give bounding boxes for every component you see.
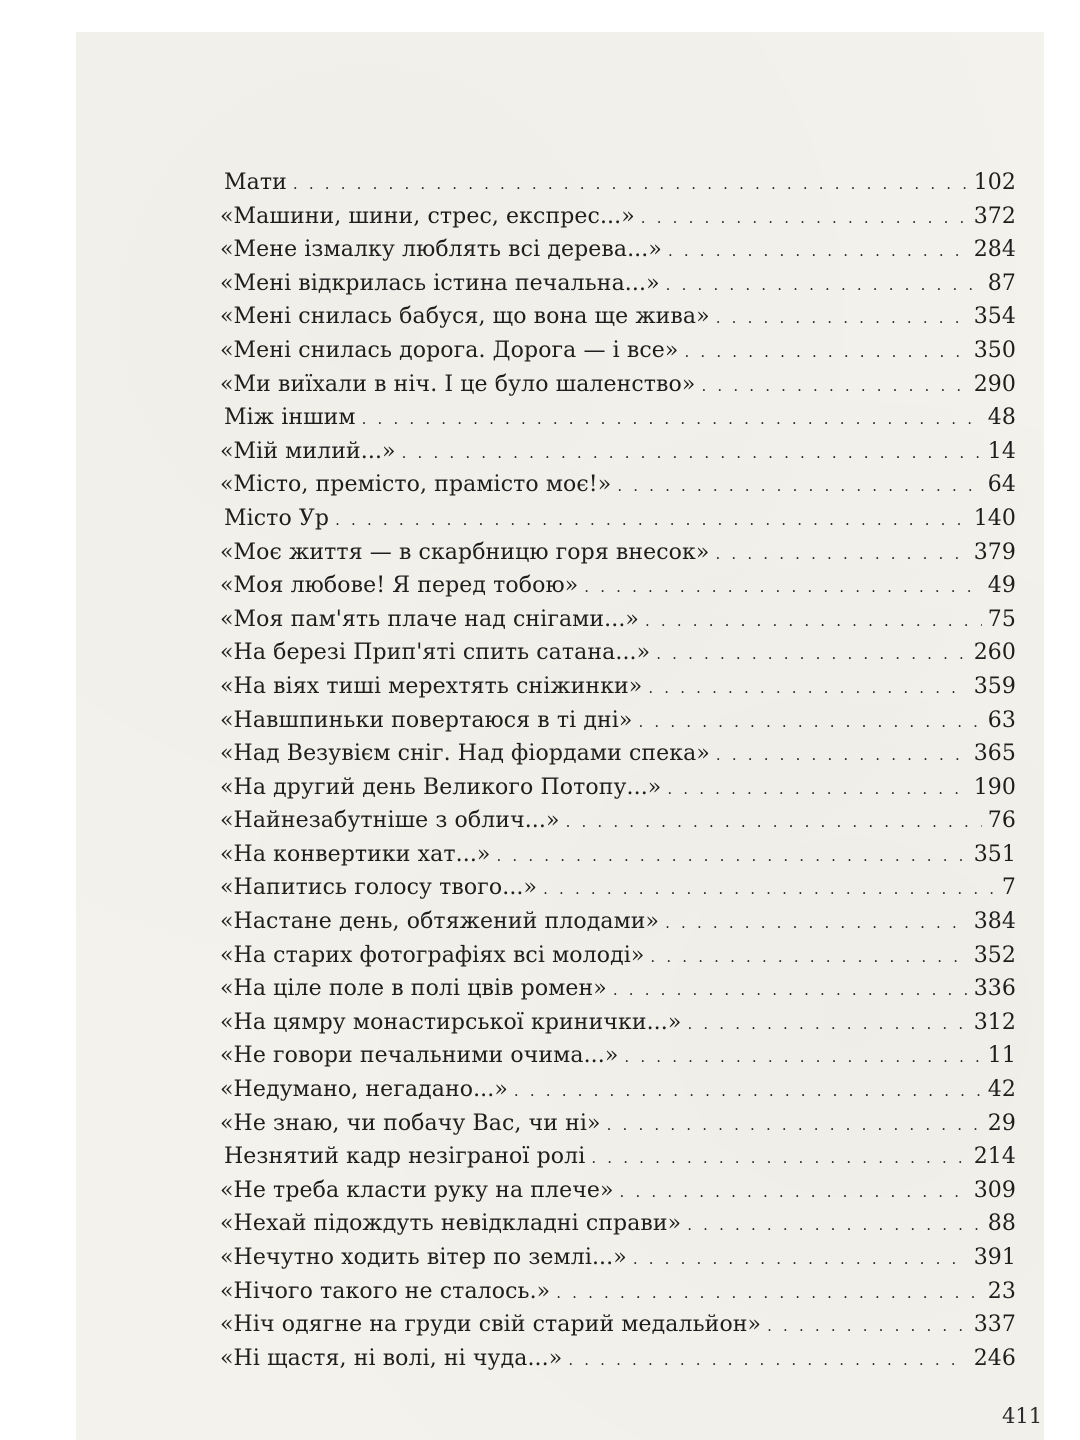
toc-entry-page: 49 — [987, 573, 1016, 599]
toc-entry — [220, 1077, 1016, 1111]
toc-entry-title: «Моє життя — в скарбницю горя внесок» — [220, 539, 710, 565]
page-number: 411 — [1002, 1404, 1043, 1428]
toc-entry-title: «Настане день, обтяжений плодами» — [220, 909, 660, 935]
toc-entry-title: «Мені снилась дорога. Дорога — і все» — [220, 337, 679, 363]
toc-entry-title: «Навшпиньки повертаюся в ті дні» — [220, 707, 633, 733]
toc-dot-leader — [645, 612, 982, 630]
toc-entry-title: Мати — [224, 170, 287, 195]
toc-entry — [220, 1245, 1016, 1279]
toc-entry-title: Незнятий кадр незіграної ролі — [224, 1144, 586, 1170]
book-page — [76, 32, 1044, 1440]
toc-entry-page: 290 — [973, 371, 1016, 397]
toc-dot-leader — [641, 209, 968, 227]
toc-dot-leader — [687, 1015, 967, 1033]
toc-entry-title: «На цямру монастирської кринички...» — [220, 1009, 682, 1035]
toc-entry — [220, 372, 1016, 406]
toc-dot-leader — [591, 1149, 967, 1167]
toc-dot-leader — [666, 276, 982, 294]
toc-entry-page: 140 — [973, 505, 1016, 531]
toc-entry-title: «На віях тиші мерехтять сніжинки» — [220, 673, 643, 699]
toc-entry — [220, 405, 1016, 439]
toc-entry — [220, 506, 1016, 540]
toc-entry-page: 64 — [987, 472, 1016, 498]
toc-entry-page: 76 — [987, 808, 1016, 834]
toc-entry — [220, 540, 1016, 574]
table-of-contents — [220, 170, 1016, 1379]
toc-entry — [220, 170, 1016, 204]
toc-entry-title: «Моя любове! Я перед тобою» — [220, 573, 579, 599]
toc-entry-title: «На березі Прип'яті спить сатана...» — [220, 640, 651, 666]
toc-entry — [220, 1111, 1016, 1145]
toc-entry-page: 11 — [987, 1043, 1016, 1069]
toc-entry-page: 29 — [987, 1110, 1016, 1136]
toc-dot-leader — [716, 309, 968, 327]
toc-entry-title: «Мій милий...» — [220, 438, 396, 464]
toc-entry — [220, 808, 1016, 842]
toc-dot-leader — [639, 713, 982, 731]
toc-entry-page: 351 — [973, 841, 1016, 867]
toc-dot-leader — [617, 477, 981, 495]
toc-entry-title: Між іншим — [224, 405, 356, 431]
toc-entry — [220, 204, 1016, 238]
toc-dot-leader — [613, 981, 968, 999]
toc-entry-title: «На конвертики хат...» — [220, 841, 491, 867]
toc-entry — [220, 472, 1016, 506]
toc-entry — [220, 1144, 1016, 1178]
toc-dot-leader — [648, 679, 967, 697]
toc-entry — [220, 909, 1016, 943]
toc-entry-title: «Над Везувієм сніг. Над фіордами спека» — [220, 741, 710, 767]
toc-entry-title: «На ціле поле в полі цвів ромен» — [220, 976, 607, 1002]
toc-dot-leader — [402, 444, 982, 462]
toc-entry-page: 190 — [973, 774, 1016, 800]
toc-entry — [220, 439, 1016, 473]
toc-entry-title: «Не знаю, чи побачу Вас, чи ні» — [220, 1110, 601, 1136]
toc-entry-page: 354 — [973, 304, 1016, 330]
toc-entry — [220, 775, 1016, 809]
toc-dot-leader — [607, 1116, 982, 1134]
toc-dot-leader — [584, 578, 982, 596]
toc-entry-page: 350 — [973, 337, 1016, 363]
toc-dot-leader — [335, 511, 968, 529]
toc-dot-leader — [668, 242, 968, 260]
toc-entry-page: 312 — [973, 1009, 1016, 1035]
toc-entry-page: 260 — [973, 640, 1016, 666]
toc-dot-leader — [566, 813, 982, 831]
toc-entry — [220, 1312, 1016, 1346]
toc-entry-page: 337 — [973, 1312, 1016, 1338]
toc-entry — [220, 607, 1016, 641]
toc-dot-leader — [650, 948, 967, 966]
toc-dot-leader — [687, 1216, 982, 1234]
toc-entry — [220, 943, 1016, 977]
toc-dot-leader — [568, 1351, 967, 1369]
toc-dot-leader — [543, 880, 996, 898]
toc-entry — [220, 304, 1016, 338]
toc-entry-page: 88 — [987, 1211, 1016, 1237]
toc-entry-title: «Моя пам'ять плаче над снігами...» — [220, 606, 639, 632]
toc-dot-leader — [767, 1317, 968, 1335]
toc-entry-title: «Найнезабутніше з облич...» — [220, 808, 560, 834]
toc-entry-page: 284 — [973, 237, 1016, 263]
toc-dot-leader — [701, 377, 967, 395]
toc-entry-title: «Ні щастя, ні волі, ні чуда...» — [220, 1345, 563, 1371]
toc-entry-page: 63 — [987, 707, 1016, 733]
toc-entry-title: «Не говори печальними очима...» — [220, 1043, 619, 1069]
toc-entry-page: 384 — [973, 909, 1016, 935]
toc-entry-page: 365 — [973, 741, 1016, 767]
toc-entry — [220, 271, 1016, 305]
toc-entry-title: «Машини, шини, стрес, експрес...» — [220, 203, 635, 229]
toc-entry — [220, 1211, 1016, 1245]
toc-entry-page: 102 — [973, 170, 1016, 195]
toc-entry-page: 23 — [987, 1278, 1016, 1304]
toc-entry-page: 7 — [1001, 875, 1016, 901]
toc-entry-title: «Мені відкрилась істина печальна...» — [220, 270, 660, 296]
toc-dot-leader — [556, 1284, 982, 1302]
toc-dot-leader — [362, 410, 982, 428]
toc-entry-page: 352 — [973, 942, 1016, 968]
toc-entry-title: «Нічого такого не сталось.» — [220, 1278, 551, 1304]
toc-dot-leader — [665, 914, 968, 932]
toc-dot-leader — [293, 175, 968, 193]
toc-dot-leader — [514, 1082, 982, 1100]
toc-entry — [220, 1279, 1016, 1313]
toc-entry — [220, 1010, 1016, 1044]
toc-dot-leader — [624, 1048, 981, 1066]
toc-dot-leader — [620, 1183, 968, 1201]
toc-entry-page: 14 — [987, 438, 1016, 464]
toc-entry — [220, 237, 1016, 271]
toc-entry-page: 75 — [987, 606, 1016, 632]
toc-dot-leader — [716, 746, 968, 764]
toc-entry-page: 379 — [973, 539, 1016, 565]
toc-entry — [220, 1346, 1016, 1380]
toc-entry-title: «Мене ізмалку люблять всі дерева...» — [220, 237, 662, 263]
toc-entry — [220, 741, 1016, 775]
toc-entry-title: «Місто, премісто, прамісто моє!» — [220, 472, 612, 498]
toc-entry-title: «Напитись голосу твого...» — [220, 875, 538, 901]
toc-dot-leader — [667, 780, 967, 798]
toc-entry — [220, 708, 1016, 742]
toc-entry — [220, 976, 1016, 1010]
toc-entry — [220, 573, 1016, 607]
toc-entry-title: «Ніч одягне на груди свій старий медальйон» — [220, 1312, 762, 1338]
toc-dot-leader — [496, 847, 967, 865]
toc-entry-page: 214 — [973, 1144, 1016, 1170]
toc-entry — [220, 674, 1016, 708]
toc-entry-title: «Недумано, негадано...» — [220, 1077, 508, 1103]
toc-entry-title: «Не треба класти руку на плече» — [220, 1177, 614, 1203]
toc-dot-leader — [633, 1250, 968, 1268]
toc-entry-title: «Ми виїхали в ніч. І це було шаленство» — [220, 371, 696, 397]
toc-entry — [220, 1178, 1016, 1212]
toc-entry-title: «На другий день Великого Потопу...» — [220, 774, 662, 800]
toc-entry — [220, 338, 1016, 372]
toc-entry-page: 336 — [973, 976, 1016, 1002]
toc-entry-title: «Нечутно ходить вітер по землі...» — [220, 1245, 627, 1270]
toc-entry-page: 42 — [987, 1077, 1016, 1103]
toc-entry-title: «На старих фотографіях всі молоді» — [220, 942, 645, 968]
toc-entry — [220, 640, 1016, 674]
toc-entry-title: «Мені снилась бабуся, що вона ще жива» — [220, 304, 710, 330]
toc-dot-leader — [715, 545, 967, 563]
toc-entry — [220, 1043, 1016, 1077]
toc-dot-leader — [684, 343, 967, 361]
toc-entry-page: 359 — [973, 673, 1016, 699]
toc-dot-leader — [656, 645, 967, 663]
toc-entry-page: 391 — [973, 1245, 1016, 1270]
toc-entry — [220, 842, 1016, 876]
toc-entry-page: 87 — [987, 270, 1016, 296]
toc-entry-title: «Нехай підождуть невідкладні справи» — [220, 1211, 682, 1237]
toc-entry-title: Місто Ур — [224, 505, 330, 531]
toc-entry-page: 48 — [987, 405, 1016, 431]
toc-entry-page: 372 — [973, 203, 1016, 229]
toc-entry-page: 309 — [973, 1177, 1016, 1203]
toc-entry-page: 246 — [973, 1345, 1016, 1371]
toc-entry — [220, 875, 1016, 909]
